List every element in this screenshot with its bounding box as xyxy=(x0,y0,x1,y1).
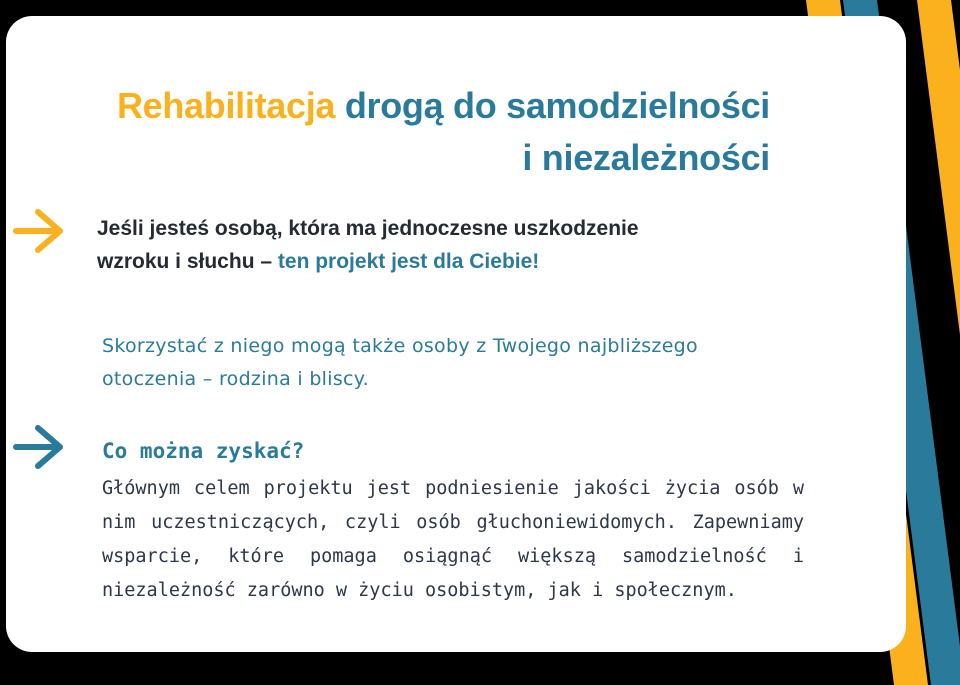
title-accent: Rehabilitacja xyxy=(116,85,336,126)
also-text xyxy=(102,330,698,396)
lead-text xyxy=(97,212,639,278)
section-heading: Co można zyskać? xyxy=(102,439,305,463)
lead-line1: Jeśli jesteś osobą, która ma jednoczesne uszkodzenie xyxy=(97,217,639,240)
also-line2: otoczenia – rodzina i bliscy. xyxy=(102,368,369,390)
lead-line2-highlight: ten projekt jest dla Ciebie! xyxy=(277,250,540,273)
stripe-orange-2 xyxy=(917,0,960,685)
also-line1: Skorzystać z niego mogą także osoby z Twojego najbliższego xyxy=(102,335,698,357)
arrow-right-icon xyxy=(10,424,68,470)
arrow-right-icon xyxy=(10,208,68,254)
section-body: Głównym celem projektu jest podniesienie jakości życia osób w nim uczestniczących, czyli osób głuchoniewidomych. Zapewniamy wsparcie, które pomaga osiągnąć większą samodzielność i niezależność zarówno w życiu osobistym, jak i społecznym. xyxy=(102,478,804,601)
page-title xyxy=(117,80,770,184)
lead-line2-dark: wzroku i słuchu – xyxy=(97,250,273,273)
title-line2: i niezależności xyxy=(522,137,770,178)
title-main: drogą do samodzielności xyxy=(344,85,770,126)
